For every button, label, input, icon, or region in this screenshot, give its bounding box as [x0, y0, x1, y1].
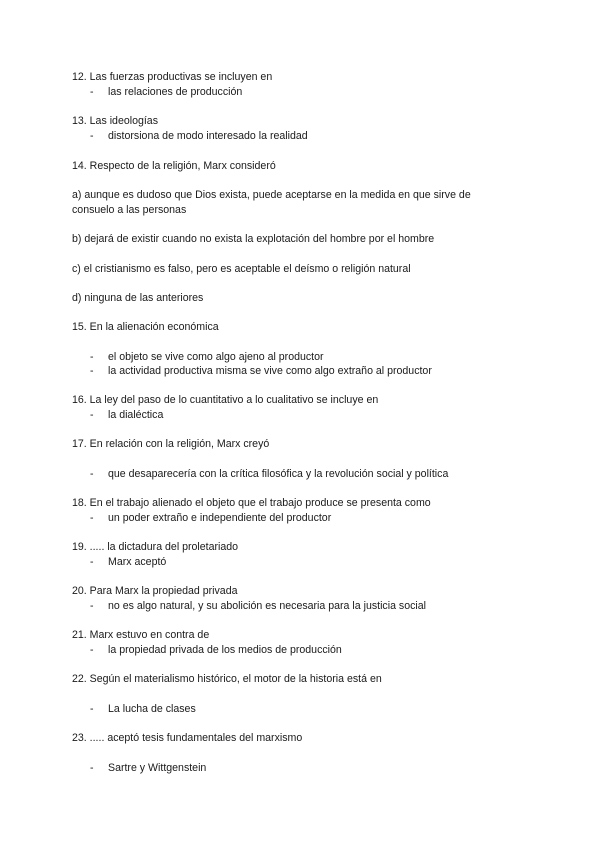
question-text: 23. ..... aceptó tesis fundamentales del marxismo: [72, 732, 303, 744]
answer-text: no es algo natural, y su abolición es necesaria para la justicia social: [108, 599, 426, 612]
question-17: [72, 437, 532, 481]
question-text: 15. En la alienación económica: [72, 321, 219, 333]
answer-item: [72, 350, 532, 365]
dash-bullet: -: [90, 129, 94, 142]
question-text: 17. En relación con la religión, Marx creyó: [72, 438, 270, 450]
dash-bullet: -: [90, 511, 94, 524]
answer-item: [72, 761, 532, 776]
question-19: [72, 540, 532, 569]
answer-item: [72, 643, 532, 658]
option-text: b) dejará de existir cuando no exista la explotación del hombre por el hombre: [72, 233, 435, 245]
question-text: 13. Las ideologías: [72, 115, 158, 127]
answer-text: distorsiona de modo interesado la realidad: [108, 129, 308, 142]
question-12: [72, 70, 532, 99]
dash-bullet: -: [90, 467, 94, 480]
answer-text: un poder extraño e independiente del productor: [108, 511, 332, 524]
question-16: [72, 393, 532, 422]
answer-text: la propiedad privada de los medios de producción: [108, 643, 342, 656]
answer-text: Sartre y Wittgenstein: [108, 761, 207, 774]
option-text: c) el cristianismo es falso, pero es aceptable el deísmo o religión natural: [72, 263, 411, 275]
answer-text: el objeto se vive como algo ajeno al productor: [108, 350, 324, 363]
dash-bullet: -: [90, 702, 94, 715]
answer-text: las relaciones de producción: [108, 85, 243, 98]
dash-bullet: -: [90, 365, 94, 377]
dash-bullet: -: [90, 761, 94, 774]
question-21: [72, 628, 532, 657]
option-14c: [72, 262, 532, 277]
question-23: [72, 731, 532, 775]
question-text: 12. Las fuerzas productivas se incluyen en: [72, 71, 273, 83]
answer-item: [72, 511, 532, 526]
answer-item: [72, 408, 532, 423]
question-18: [72, 496, 532, 525]
question-text: 18. En el trabajo alienado el objeto que el trabajo produce se presenta como: [72, 497, 431, 509]
answer-text: la actividad productiva misma se vive como algo extraño al productor: [108, 365, 432, 377]
question-14: [72, 159, 532, 174]
dash-bullet: -: [90, 408, 94, 421]
question-15: [72, 320, 532, 379]
dash-bullet: -: [90, 85, 94, 98]
question-20: [72, 584, 532, 613]
dash-bullet: -: [90, 599, 94, 612]
option-14b: [72, 232, 532, 247]
answer-item: [72, 364, 532, 379]
answer-text: Marx aceptó: [108, 555, 167, 568]
dash-bullet: -: [90, 555, 94, 568]
option-14d: [72, 291, 532, 306]
question-text: 22. Según el materialismo histórico, el motor de la historia está en: [72, 673, 382, 685]
option-14a: [72, 188, 492, 217]
answer-item: [72, 85, 532, 100]
question-22: [72, 672, 532, 716]
answer-text: La lucha de clases: [108, 702, 196, 715]
option-text: d) ninguna de las anteriores: [72, 292, 204, 304]
question-text: 19. ..... la dictadura del proletariado: [72, 541, 239, 553]
option-text: a) aunque es dudoso que Dios exista, puede aceptarse en la medida en que sirve de consuelo a las personas: [72, 189, 471, 216]
answer-item: [72, 702, 532, 717]
answer-item: [72, 555, 532, 570]
answer-text: la dialéctica: [108, 408, 164, 421]
dash-bullet: -: [90, 350, 94, 363]
dash-bullet: -: [90, 643, 94, 656]
question-text: 20. Para Marx la propiedad privada: [72, 585, 238, 597]
answer-item: [72, 467, 532, 482]
question-13: [72, 114, 532, 143]
question-text: 16. La ley del paso de lo cuantitativo a lo cualitativo se incluye en: [72, 394, 379, 406]
answer-item: [72, 129, 532, 144]
question-text: 21. Marx estuvo en contra de: [72, 629, 210, 641]
question-text: 14. Respecto de la religión, Marx consideró: [72, 160, 276, 172]
answer-text: que desaparecería con la crítica filosófica y la revolución social y política: [108, 467, 449, 480]
answer-item: [72, 599, 532, 614]
